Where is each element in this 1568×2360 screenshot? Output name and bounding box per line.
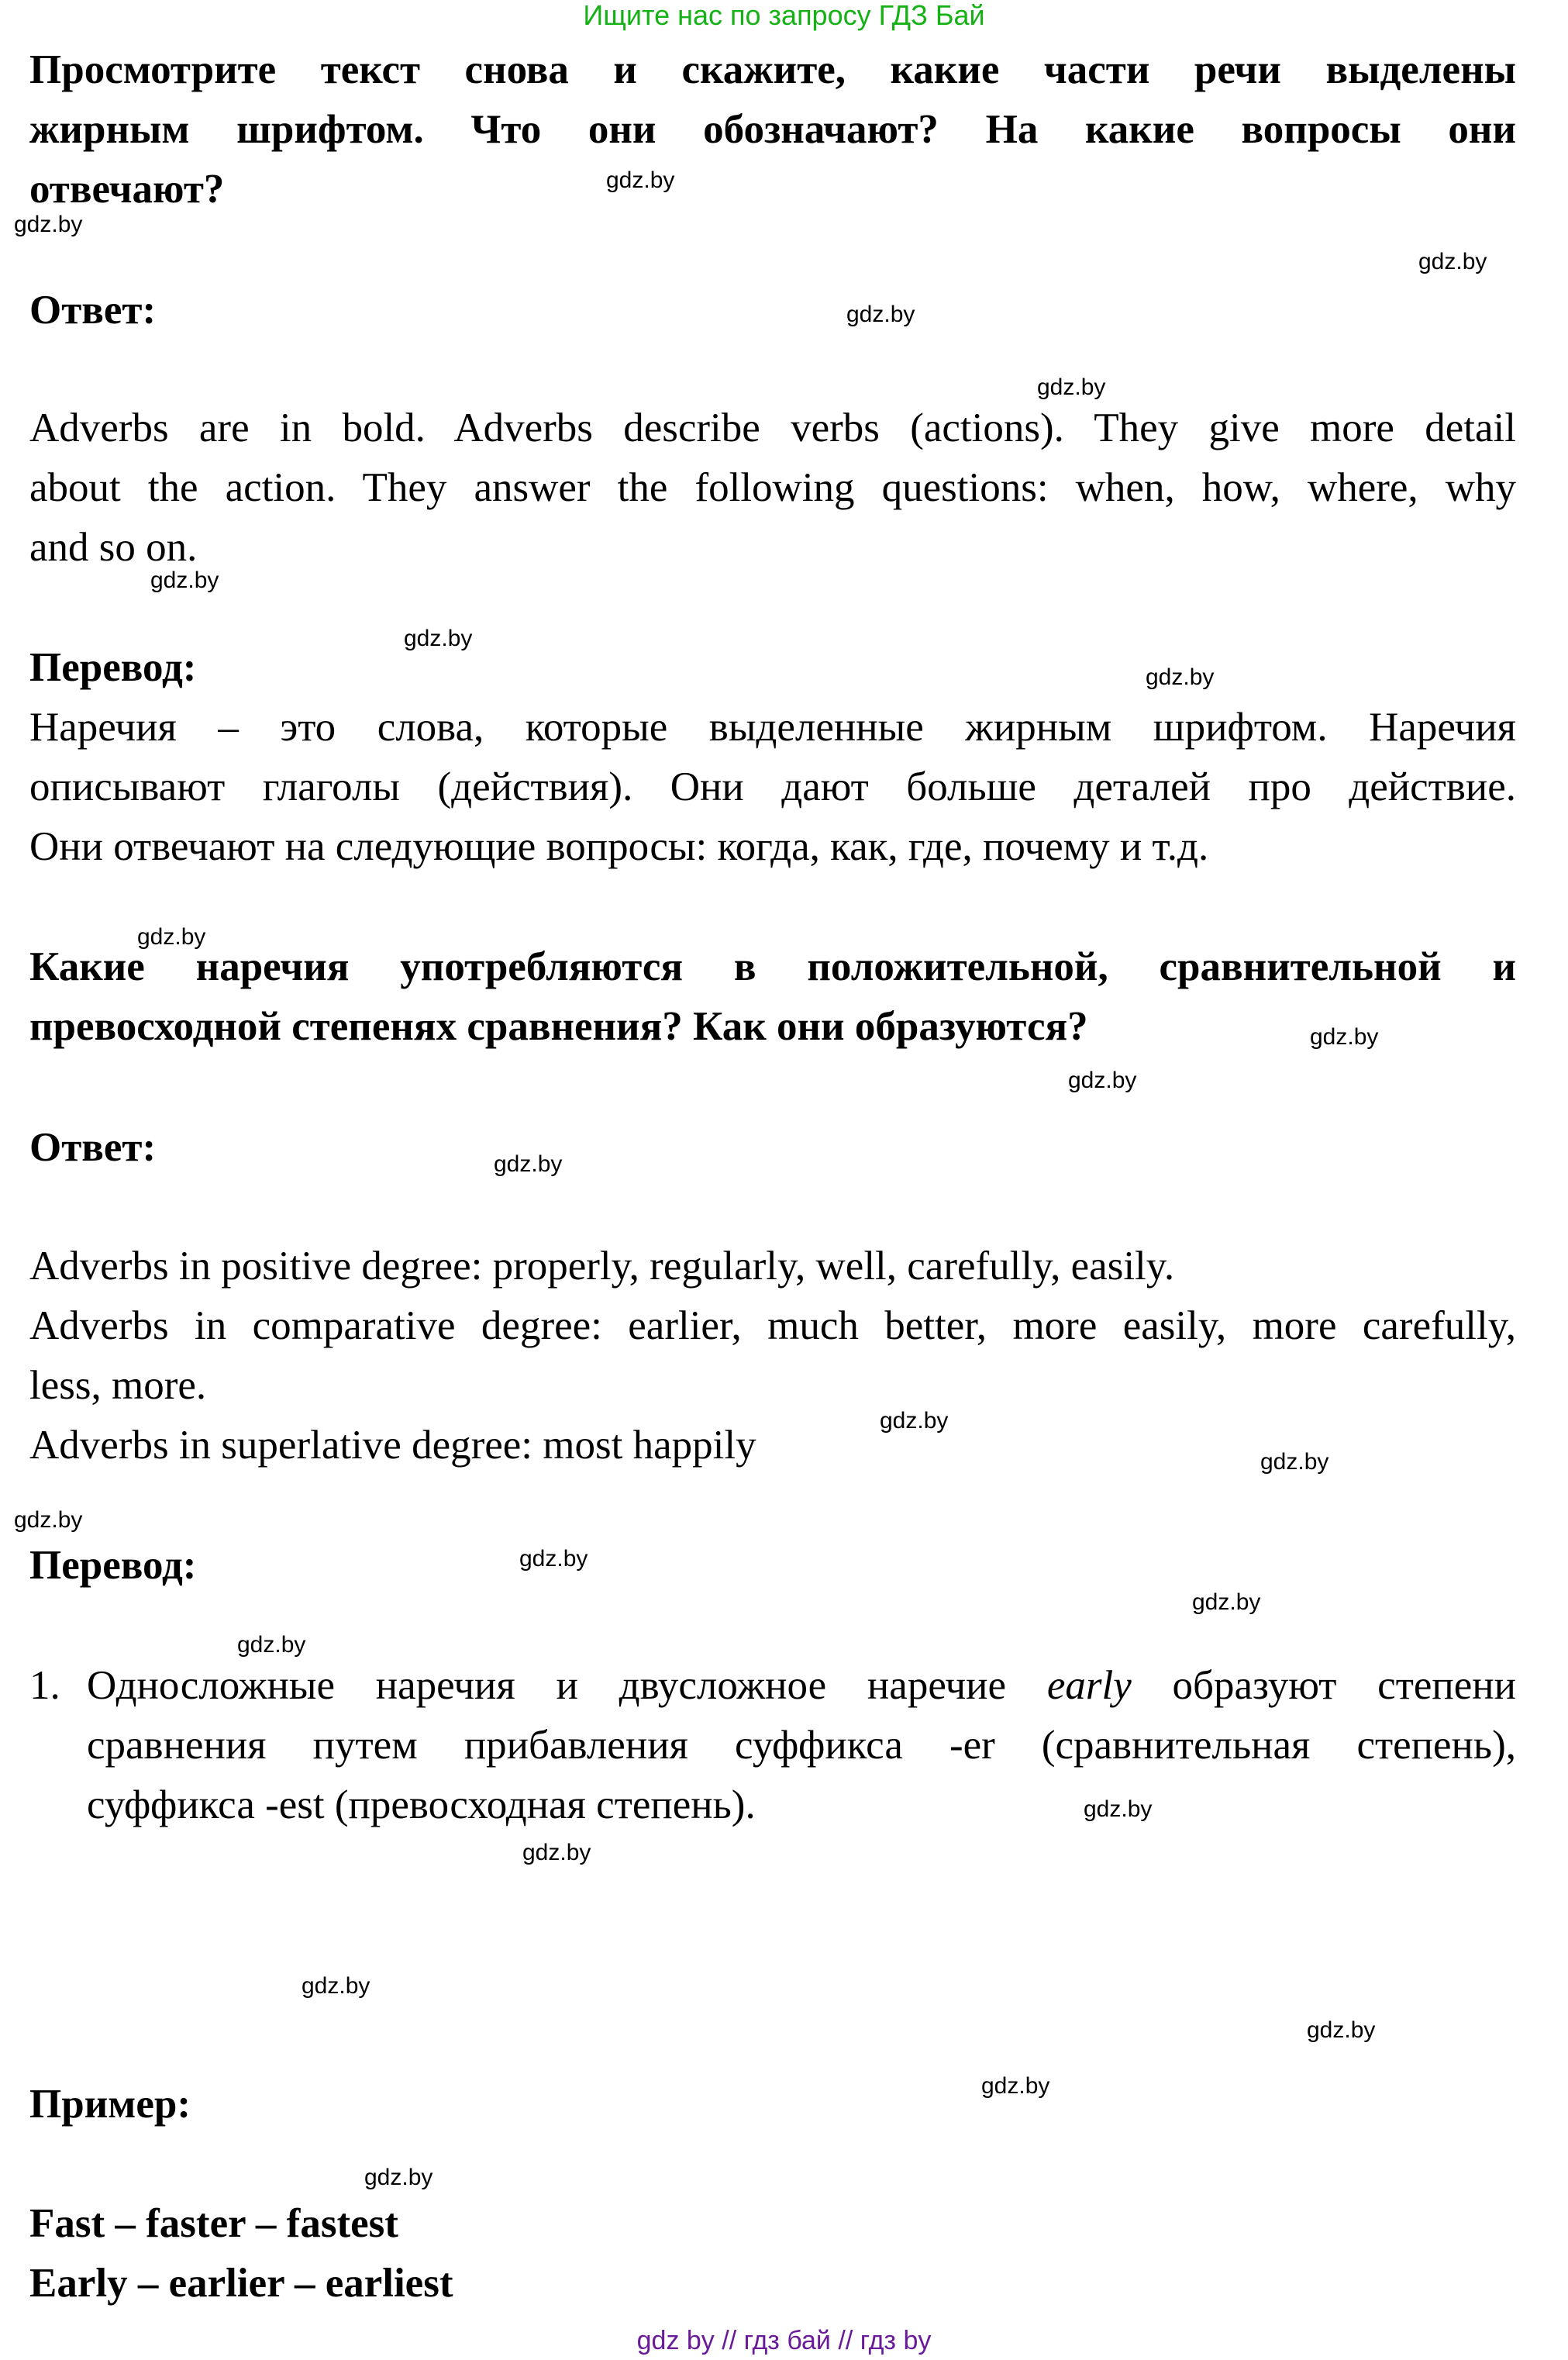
watermark: gdz.by [522, 1840, 591, 1865]
list-item-line-2: сравнения путем прибавления суффикса -er (сравнительная степень), [87, 1723, 1516, 1768]
watermark: gdz.by [606, 167, 675, 193]
list-item-italic-word: early [1046, 1663, 1132, 1708]
watermark: gdz.by [1310, 1024, 1379, 1050]
answer-2-line-4: Adverbs in superlative degree: most happily [29, 1423, 756, 1468]
watermark: gdz.by [1192, 1589, 1261, 1615]
list-number: 1. [29, 1663, 60, 1708]
watermark: gdz.by [1037, 374, 1106, 400]
watermark: gdz.by [519, 1546, 588, 1572]
question-1-line-3: отвечают? [29, 167, 225, 212]
example-line-2: Early – earlier – earliest [29, 2261, 453, 2306]
answer-1-line-2: about the action. They answer the following questions: when, how, where, why [29, 465, 1516, 510]
watermark: gdz.by [846, 302, 915, 327]
answer-2-line-2: Adverbs in comparative degree: earlier, much better, more easily, more carefully, [29, 1303, 1516, 1348]
watermark: gdz.by [404, 626, 473, 651]
translation-label-1: Перевод: [29, 645, 197, 690]
watermark: gdz.by [981, 2073, 1050, 2099]
watermark: gdz.by [880, 1408, 949, 1434]
watermark: gdz.by [150, 568, 219, 593]
answer-1-line-1: Adverbs are in bold. Adverbs describe verbs (actions). They give more detail [29, 405, 1516, 450]
example-line-1: Fast – faster – fastest [29, 2201, 398, 2246]
translation-label-2: Перевод: [29, 1543, 197, 1588]
question-1-line-1: Просмотрите текст снова и скажите, какие части речи выделены [29, 47, 1516, 92]
watermark: gdz.by [1418, 249, 1487, 274]
example-label: Пример: [29, 2082, 191, 2127]
watermark: gdz.by [14, 1507, 83, 1533]
watermark: gdz.by [14, 212, 83, 237]
answer-2-line-1: Adverbs in positive degree: properly, regularly, well, carefully, easily. [29, 1244, 1175, 1289]
list-item-line-3: суффикса -est (превосходная степень). [87, 1782, 756, 1827]
watermark: gdz.by [1260, 1449, 1329, 1475]
answer-1-line-3: and so on. [29, 525, 198, 570]
translation-1-line-3: Они отвечают на следующие вопросы: когда, как, где, почему и т.д. [29, 824, 1209, 869]
translation-1-line-2: описывают глаголы (действия). Они дают больше деталей про действие. [29, 764, 1516, 809]
footer-links: gdz by // гдз бай // гдз by [636, 2326, 932, 2355]
watermark: gdz.by [494, 1151, 563, 1177]
watermark: gdz.by [137, 924, 206, 950]
watermark: gdz.by [237, 1632, 306, 1658]
watermark: gdz.by [1307, 2017, 1376, 2043]
top-banner: Ищите нас по запросу ГДЗ Бай [583, 0, 985, 31]
answer-label-2: Ответ: [29, 1125, 157, 1170]
list-item-text-a: Односложные наречия и двусложное наречие [87, 1663, 1007, 1708]
watermark: gdz.by [1068, 1068, 1137, 1093]
list-item-line-1 [87, 1656, 1516, 1716]
question-2-line-2: превосходной степенях сравнения? Как они образуются? [29, 1004, 1088, 1049]
answer-label-1: Ответ: [29, 288, 157, 333]
watermark: gdz.by [1146, 664, 1215, 690]
answer-2-line-3: less, more. [29, 1363, 207, 1408]
list-item-text-b: образуют степени [1172, 1663, 1516, 1708]
question-2-line-1: Какие наречия употребляются в положительной, сравнительной и [29, 944, 1516, 989]
question-1-line-2: жирным шрифтом. Что они обозначают? На какие вопросы они [29, 107, 1516, 152]
watermark: gdz.by [364, 2165, 433, 2190]
translation-1-line-1: Наречия – это слова, которые выделенные жирным шрифтом. Наречия [29, 705, 1516, 750]
watermark: gdz.by [302, 1973, 370, 1999]
watermark: gdz.by [1084, 1796, 1153, 1822]
